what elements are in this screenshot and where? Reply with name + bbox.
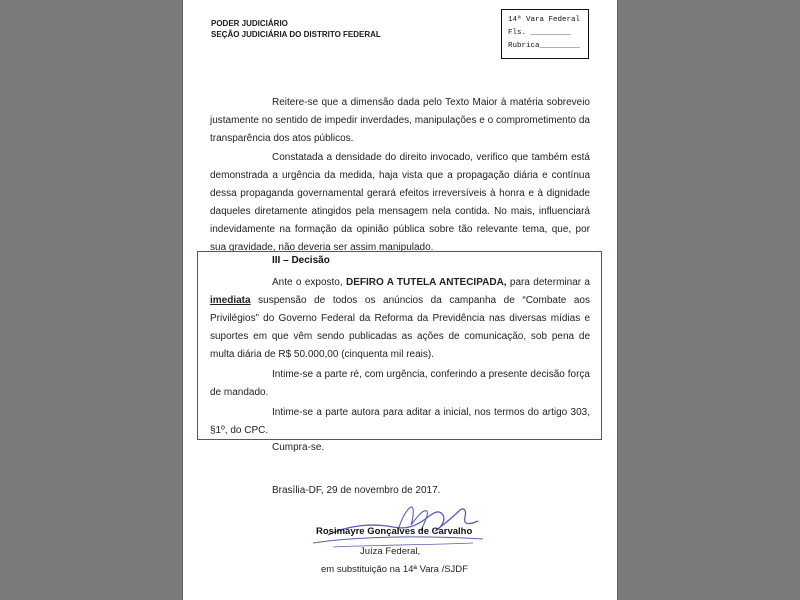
signatory-role: Juíza Federal, bbox=[360, 546, 421, 557]
court-header bbox=[211, 18, 381, 40]
header-line-2: SEÇÃO JUDICIÁRIA DO DISTRITO FEDERAL bbox=[211, 30, 381, 39]
paragraph-intimation-plaintiff: Intime-se a parte autora para aditar a inicial, nos termos do artigo 303, §1º, do CPC. bbox=[210, 407, 590, 436]
signatory-name: Rosimayre Gonçalves de Carvalho bbox=[316, 526, 473, 537]
decision-text-a: Ante o exposto, bbox=[272, 277, 346, 288]
decision-bold: DEFIRO A TUTELA ANTECIPADA, bbox=[345, 277, 507, 288]
stamp-line-1: 14ª Vara Federal bbox=[508, 16, 581, 24]
decision-underline: imediata bbox=[210, 295, 251, 306]
cumpra-se: Cumpra-se. bbox=[272, 442, 325, 453]
decision-text-b: para determinar a bbox=[506, 277, 590, 288]
decision-highlight-box bbox=[197, 251, 602, 440]
stamp-line-2: Fls. _________ bbox=[508, 29, 572, 37]
signatory-substitution: em substituição na 14ª Vara /SJDF bbox=[321, 564, 468, 575]
date-line: Brasília-DF, 29 de novembro de 2017. bbox=[272, 485, 441, 496]
paragraph-intimation-defendant: Intime-se a parte ré, com urgência, conferindo a presente decisão força de mandado. bbox=[210, 369, 590, 398]
page-stamp bbox=[501, 9, 589, 59]
decision-text-c: suspensão de todos os anúncios da campanha de “Combate aos Privilégios” do Governo Federal da Reforma da Previdência nas diversas mídias e suportes em que vêm sendo publicadas as ações de comunicação, sob pena de multa diária de R$ 50.000,00 (cinquenta mil reais). bbox=[210, 295, 590, 360]
paragraph-2: Constatada a densidade do direito invocado, verifico que também está demonstrada a urgência da medida, haja vista que a propagação diária e contínua dessa propaganda governamental gerará efeitos irreversíveis à honra e à dignidade daqueles diretamente atingidos pela mensagem nela contida. No mais, influenciará indevidamente na formação da opinião pública sobre tão relevante tema, que, por sua gravidade, não deveria ser assim manipulado. bbox=[210, 152, 590, 253]
decision-title: III – Decisão bbox=[272, 255, 330, 266]
paragraph-1: Reitere-se que a dimensão dada pelo Texto Maior à matéria sobreveio justamente no sentido de impedir inverdades, manipulações e o comprometimento da transparência dos atos públicos. bbox=[210, 97, 590, 144]
header-line-1: PODER JUDICIÁRIO bbox=[211, 19, 288, 28]
stamp-line-3: Rubrica_________ bbox=[508, 42, 581, 50]
